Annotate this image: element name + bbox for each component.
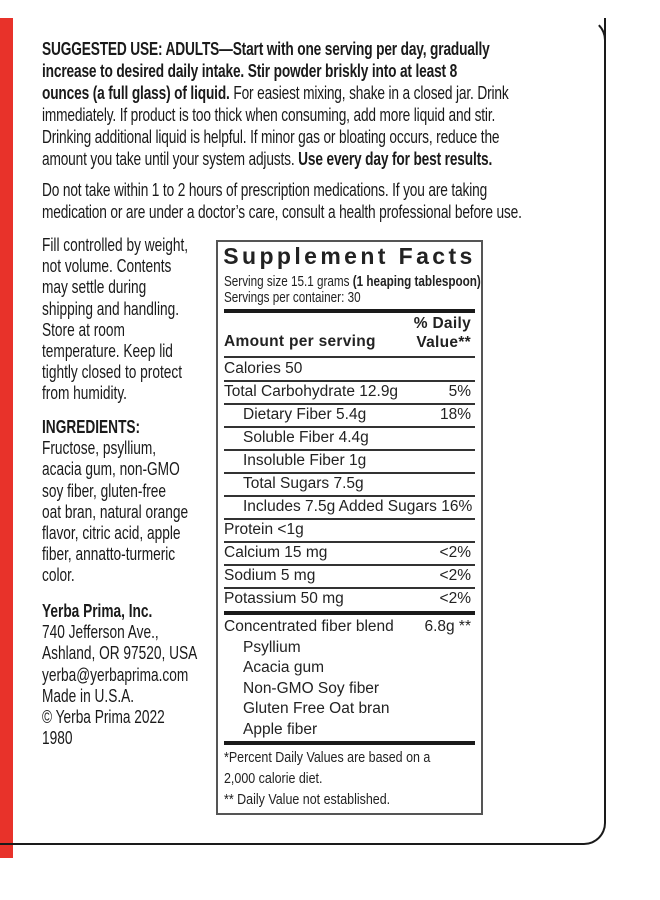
suggested-use-line [42, 60, 509, 82]
nutrient-daily-value: <2% [439, 567, 471, 584]
suggested-use-line [42, 38, 509, 60]
nutrient-row [224, 542, 475, 564]
ingredient-line: Fructose, psyllium, [42, 437, 157, 459]
footnote-line: 2,000 calorie diet. [224, 771, 323, 787]
nutrient-name: Insoluble Fiber 1g [243, 452, 367, 469]
ingredient-line: flavor, citric acid, apple [42, 522, 181, 544]
company-line: Ashland, OR 97520, USA [42, 642, 198, 664]
amount-per-serving-header: Amount per serving [224, 333, 376, 350]
nutrient-row [224, 358, 475, 380]
suggested-use-line [42, 82, 509, 104]
fiber-blend-row: Concentrated fiber blend 6.8g ** [224, 618, 471, 635]
nutrient-name: Total Sugars 7.5g [243, 475, 364, 492]
nutrient-row [224, 427, 475, 449]
thick-divider [224, 611, 475, 615]
caution-line: medication or are under a doctor’s care, consult a health professional before use. [42, 201, 522, 222]
storage-line: may settle during [42, 276, 147, 298]
ingredient-line: acacia gum, non-GMO [42, 458, 180, 480]
suggested-use-line [42, 104, 509, 126]
supplement-facts-title: Supplement Facts [223, 243, 476, 269]
daily-value-header: % Daily Value** [413, 315, 471, 351]
ingredients-heading: INGREDIENTS: [42, 416, 141, 437]
company-line: 1980 [42, 727, 73, 749]
fiber-blend-component: Psyllium [243, 638, 301, 656]
nutrient-row [224, 404, 475, 426]
fiber-blend-component: Apple fiber [243, 720, 318, 738]
storage-line: Fill controlled by weight, [42, 234, 189, 255]
suggested-use-paragraph [42, 38, 660, 170]
fiber-blend-component: Non-GMO Soy fiber [243, 679, 380, 697]
text-segment: amount you take until your system adjusts. [42, 148, 299, 169]
text-segment: For easiest mixing, shake in a closed jar. Drink [229, 82, 509, 103]
fiber-blend-component: Gluten Free Oat bran [243, 700, 390, 717]
nutrient-row [224, 473, 475, 495]
caution-paragraph [42, 179, 660, 223]
nutrient-name: Total Carbohydrate 12.9g [224, 383, 399, 400]
fiber-blend [224, 617, 475, 740]
nutrient-row [224, 450, 475, 472]
thick-divider [224, 309, 475, 313]
nutrient-name: Includes 7.5g Added Sugars 16% [243, 498, 473, 515]
nutrient-name: Protein <1g [224, 521, 304, 538]
text-segment: Use every day for best results. [298, 148, 493, 169]
storage-line: Store at room [42, 318, 125, 340]
nutrient-name: Potassium 50 mg [224, 590, 344, 607]
company-name: Yerba Prima, Inc. [42, 600, 153, 621]
nutrient-row [224, 588, 475, 610]
footnote-line: ** Daily Value not established. [224, 792, 391, 808]
nutrient-name: Soluble Fiber 4.4g [243, 429, 369, 446]
footnotes [224, 748, 440, 811]
text-segment: Drinking additional liquid is helpful. If minor gas or bloating occurs, reduce the [42, 126, 500, 147]
storage-line: shipping and handling. [42, 297, 180, 319]
nutrient-row [224, 496, 475, 518]
caution-line: Do not take within 1 to 2 hours of prescription medications. If you are taking [42, 179, 488, 200]
ingredient-line: color. [42, 564, 75, 586]
company-line: Made in U.S.A. [42, 684, 135, 706]
nutrient-daily-value: 5% [448, 383, 471, 400]
storage-line: tightly closed to protect [42, 361, 183, 383]
nutrient-daily-value: <2% [439, 590, 471, 607]
servings-per-container: Servings per container: 30 [224, 289, 361, 306]
text-segment: SUGGESTED USE: ADULTS—Start with one serving per day, gradually [42, 38, 490, 59]
nutrient-name: Sodium 5 mg [224, 567, 316, 584]
storage-line: not volume. Contents [42, 255, 172, 277]
footnote-line: *Percent Daily Values are based on a [224, 750, 431, 766]
company-line: © Yerba Prima 2022 [42, 706, 165, 728]
nutrient-row [224, 381, 475, 403]
ingredient-line: soy fiber, gluten-free [42, 479, 167, 501]
nutrient-name: Dietary Fiber 5.4g [243, 406, 367, 423]
text-segment: immediately. If product is too thick when consuming, add more liquid and stir. [42, 104, 496, 125]
nutrient-name: Calories 50 [224, 360, 303, 377]
nutrient-name: Calcium 15 mg [224, 544, 328, 561]
text-segment: increase to desired daily intake. Stir powder briskly into at least 8 [42, 60, 458, 81]
text-segment: ounces (a full glass) of liquid. [42, 82, 230, 103]
nutrient-row [224, 565, 475, 587]
storage-line: temperature. Keep lid [42, 340, 173, 362]
ingredient-line: fiber, annatto-turmeric [42, 543, 176, 565]
nutrient-daily-value: <2% [439, 544, 471, 561]
suggested-use-line [42, 126, 509, 148]
serving-size: Serving size 15.1 grams (1 heaping tablespoon) [224, 273, 481, 290]
fiber-blend-component: Acacia gum [243, 659, 324, 676]
suggested-use-line [42, 148, 509, 170]
company-line: yerba@yerbaprima.com [42, 663, 189, 685]
thick-divider [224, 741, 475, 745]
storage-line: from humidity. [42, 382, 127, 404]
supplement-facts-panel [216, 240, 483, 815]
company-line: 740 Jefferson Ave., [42, 621, 159, 643]
nutrient-daily-value: 18% [439, 406, 471, 423]
nutrient-row [224, 519, 475, 541]
ingredient-line: oat bran, natural orange [42, 500, 189, 522]
